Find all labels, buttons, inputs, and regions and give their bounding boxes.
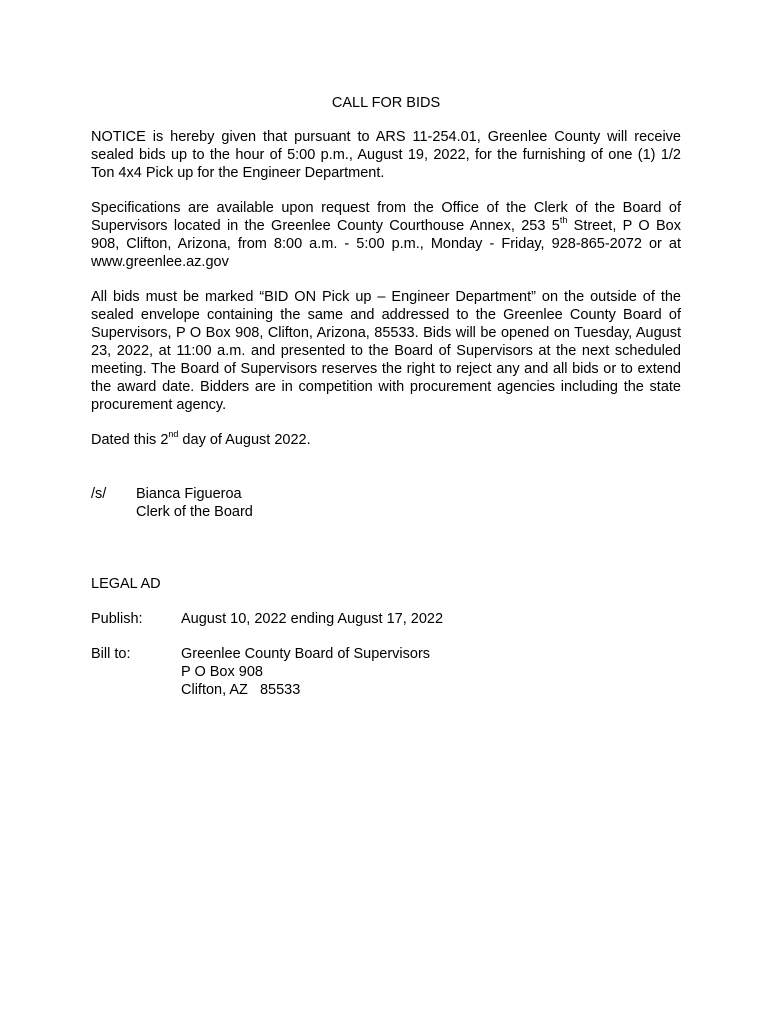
publish-row <box>91 610 681 628</box>
bids-paragraph: All bids must be marked “BID ON Pick up – Engineer Department” on the outside of the sealed envelope containing the same and addressed to the Greenlee County Board of Supervisors, P O Box 908, Clifton, Arizona, 85533. Bids will be opened on Tuesday, August 23, 2022, at 11:00 a.m. and presented to the Board of Supervisors at the next scheduled meeting. The Board of Supervisors reserves the right to reject any and all bids or to extend the award date. Bidders are in competition with procurement agencies including the state procurement agency. <box>91 289 681 413</box>
signature-block <box>91 485 681 521</box>
bill-to-label: Bill to: <box>91 646 131 662</box>
publish-value: August 10, 2022 ending August 17, 2022 <box>181 611 444 627</box>
dated-text-end: day of August 2022. <box>178 432 311 448</box>
document-title: CALL FOR BIDS <box>331 95 441 111</box>
bill-to-address <box>181 645 430 699</box>
dated-line <box>91 431 681 449</box>
notice-paragraph: NOTICE is hereby given that pursuant to ARS 11-254.01, Greenlee County will receive sealed bids up to the hour of 5:00 p.m., August 19, 2022, for the furnishing of one (1) 1/2 Ton 4x4 Pick up for the Engineer Department. <box>91 129 681 181</box>
publish-label: Publish: <box>91 611 143 627</box>
bill-to-row <box>91 645 681 699</box>
dated-superscript: nd <box>168 429 179 440</box>
signer-title: Clerk of the Board <box>136 504 253 520</box>
document-page <box>91 94 681 716</box>
specifications-text-end: Street, P O Box 908, Clifton, Arizona, from 8:00 a.m. - 5:00 p.m., Monday - Friday, 928-865-2072 or at www.greenlee.az.gov <box>91 218 681 270</box>
dated-text-start: Dated this 2 <box>91 432 169 448</box>
specifications-text-start: Specifications are available upon request from the Office of the Clerk of the Board of Supervisors located in the Greenlee County Courthouse Annex, 253 5 <box>91 200 681 234</box>
bill-to-line: P O Box 908 <box>181 664 263 680</box>
bill-to-line: Clifton, AZ 85533 <box>181 682 301 698</box>
specifications-paragraph <box>91 199 681 271</box>
signature-mark: /s/ <box>91 486 107 502</box>
legal-ad-heading: LEGAL AD <box>91 576 161 592</box>
bill-to-line: Greenlee County Board of Supervisors <box>181 646 431 662</box>
signer-name: Bianca Figueroa <box>136 486 242 502</box>
specifications-superscript: th <box>559 215 568 226</box>
